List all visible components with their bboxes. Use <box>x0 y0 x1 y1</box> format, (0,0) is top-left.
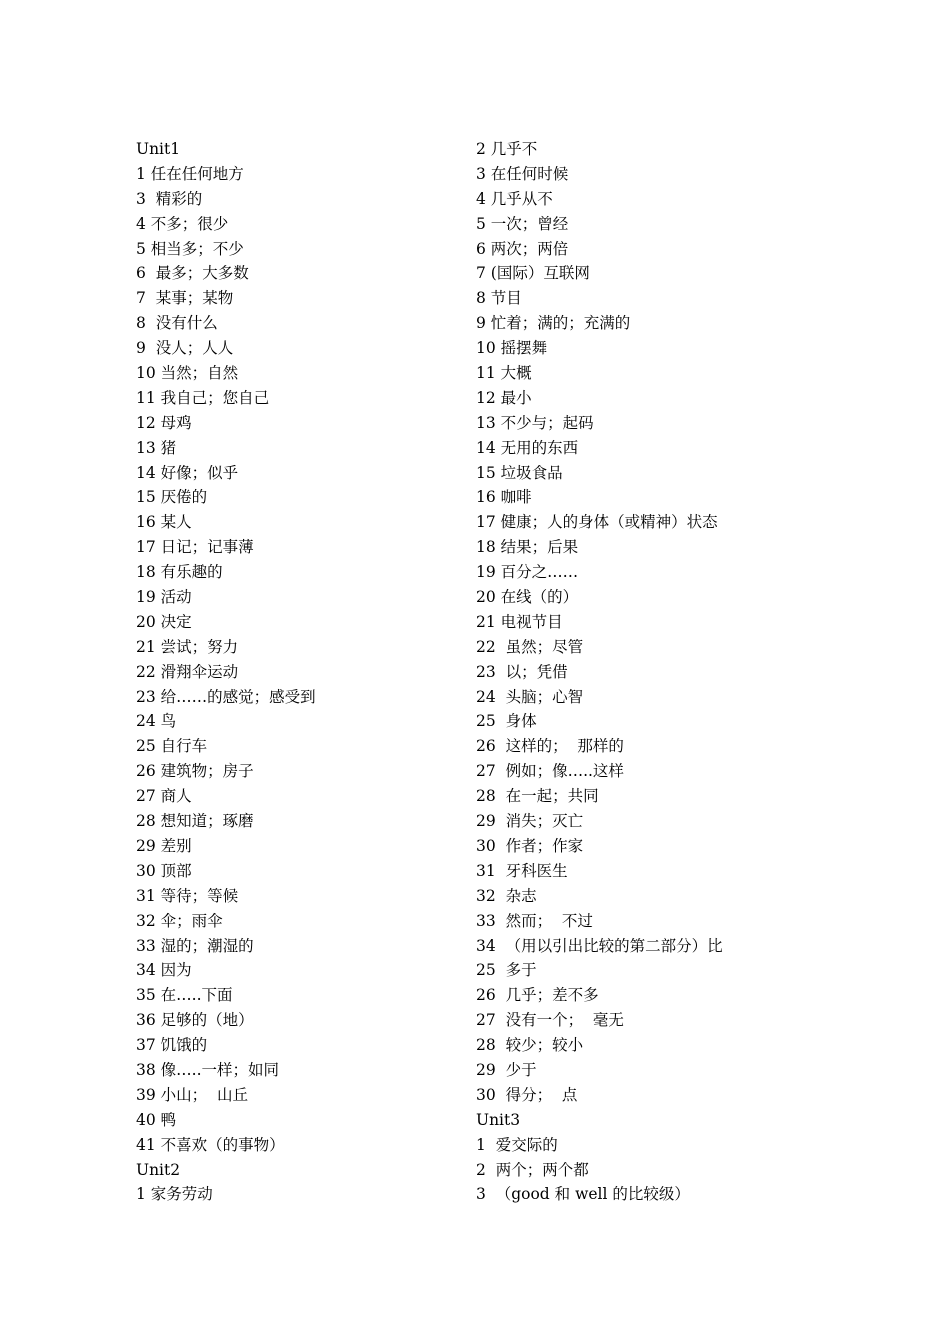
right-vocab-entry: 5 一次；曾经 <box>476 214 569 233</box>
left-vocab-entry: 26 建筑物；房子 <box>136 762 254 781</box>
left-vocab-entry: 3 精彩的 <box>136 189 203 208</box>
left-vocab-entry: 18 有乐趣的 <box>136 563 223 582</box>
right-vocab-entry: 29 消失；灭亡 <box>476 812 584 831</box>
left-vocab-entry: 16 某人 <box>136 513 192 532</box>
left-vocab-entry: 14 好像；似乎 <box>136 463 239 482</box>
right-vocab-entry: 7 (国际）互联网 <box>476 264 590 283</box>
right-vocab-entry: 26 这样的； 那样的 <box>476 737 624 756</box>
unit-heading: Unit3 <box>476 1110 521 1129</box>
right-vocab-entry: 34 （用以引出比较的第二部分）比 <box>476 936 723 955</box>
left-column <box>136 137 466 1207</box>
right-vocab-entry: 26 几乎；差不多 <box>476 986 599 1005</box>
right-vocab-entry: 14 无用的东西 <box>476 438 579 457</box>
right-vocab-entry: 28 较少；较小 <box>476 1036 584 1055</box>
left-vocab-entry: 1 家务劳动 <box>136 1185 213 1204</box>
left-vocab-entry: 32 伞；雨伞 <box>136 911 223 930</box>
right-vocab-entry: 30 作者；作家 <box>476 836 584 855</box>
right-vocab-entry: 27 例如；像…..这样 <box>476 762 624 781</box>
right-vocab-entry: 8 节目 <box>476 289 522 308</box>
left-vocab-entry: 9 没人；人人 <box>136 339 234 358</box>
left-vocab-entry: 28 想知道；琢磨 <box>136 812 254 831</box>
left-vocab-entry: 4 不多；很少 <box>136 214 229 233</box>
right-vocab-entry: 2 几乎不 <box>476 140 538 158</box>
left-vocab-entry: 39 小山； 山丘 <box>136 1085 249 1104</box>
right-vocab-entry: 12 最小 <box>476 388 532 407</box>
right-vocab-entry: 3 在任何时候 <box>476 164 569 183</box>
right-vocab-entry: 19 百分之…… <box>476 563 579 582</box>
left-vocab-entry: 41 不喜欢（的事物） <box>136 1135 285 1154</box>
right-vocab-entry: 23 以；凭借 <box>476 662 568 681</box>
right-vocab-entry: 21 电视节目 <box>476 612 563 631</box>
unit-heading: Unit2 <box>136 1160 181 1179</box>
right-column <box>476 137 856 1207</box>
unit-heading: Unit1 <box>136 140 181 158</box>
right-vocab-entry: 2 两个；两个都 <box>476 1160 589 1179</box>
left-vocab-entry: 40 鸭 <box>136 1110 177 1129</box>
right-vocab-entry: 29 少于 <box>476 1060 537 1079</box>
right-vocab-entry: 16 咖啡 <box>476 488 532 507</box>
right-vocab-entry: 18 结果；后果 <box>476 538 579 557</box>
left-vocab-entry: 13 猪 <box>136 438 177 457</box>
left-vocab-entry: 35 在…..下面 <box>136 986 233 1005</box>
left-vocab-entry: 12 母鸡 <box>136 413 192 432</box>
right-vocab-entry: 25 多于 <box>476 961 537 980</box>
right-vocab-entry: 17 健康；人的身体（或精神）状态 <box>476 513 718 532</box>
right-vocab-entry: 9 忙着；满的；充满的 <box>476 314 631 333</box>
right-vocab-entry: 13 不少与；起码 <box>476 413 594 432</box>
right-vocab-entry: 25 身体 <box>476 712 537 731</box>
right-vocab-entry: 33 然而； 不过 <box>476 911 593 930</box>
right-vocab-entry: 3 （good 和 well 的比较级） <box>476 1185 690 1204</box>
left-vocab-entry: 37 饥饿的 <box>136 1036 208 1055</box>
left-vocab-entry: 17 日记；记事薄 <box>136 538 254 557</box>
left-vocab-entry: 21 尝试；努力 <box>136 637 239 656</box>
left-vocab-entry: 33 湿的；潮湿的 <box>136 936 254 955</box>
right-vocab-entry: 10 摇摆舞 <box>476 339 548 358</box>
right-vocab-entry: 6 两次；两倍 <box>476 239 569 258</box>
left-vocab-entry: 19 活动 <box>136 588 192 607</box>
left-vocab-entry: 34 因为 <box>136 961 192 980</box>
left-vocab-entry: 7 某事；某物 <box>136 289 234 308</box>
left-vocab-entry: 1 任在任何地方 <box>136 164 244 183</box>
left-vocab-entry: 36 足够的（地） <box>136 1011 254 1030</box>
right-vocab-entry: 20 在线（的） <box>476 588 579 607</box>
left-vocab-entry: 11 我自己；您自己 <box>136 388 270 407</box>
right-vocab-entry: 15 垃圾食品 <box>476 463 563 482</box>
left-vocab-entry: 25 自行车 <box>136 737 208 756</box>
left-vocab-entry: 5 相当多；不少 <box>136 239 244 258</box>
right-vocab-entry: 28 在一起；共同 <box>476 787 599 806</box>
left-vocab-entry: 6 最多；大多数 <box>136 264 249 283</box>
right-vocab-entry: 11 大概 <box>476 364 532 383</box>
right-vocab-entry: 31 牙科医生 <box>476 861 568 880</box>
left-vocab-entry: 27 商人 <box>136 787 192 806</box>
left-vocab-entry: 31 等待；等候 <box>136 886 239 905</box>
right-vocab-entry: 30 得分； 点 <box>476 1085 578 1104</box>
right-vocab-entry: 32 杂志 <box>476 886 537 905</box>
left-vocab-entry: 20 决定 <box>136 612 192 631</box>
left-vocab-entry: 24 鸟 <box>136 712 177 731</box>
left-vocab-entry: 23 给……的感觉；感受到 <box>136 687 316 706</box>
right-vocab-entry: 22 虽然；尽管 <box>476 637 584 656</box>
left-vocab-entry: 8 没有什么 <box>136 314 218 333</box>
left-vocab-entry: 38 像…..一样；如同 <box>136 1060 280 1079</box>
left-vocab-entry: 22 滑翔伞运动 <box>136 662 239 681</box>
left-vocab-entry: 30 顶部 <box>136 861 192 880</box>
right-vocab-entry: 4 几乎从不 <box>476 189 553 208</box>
right-vocab-entry: 24 头脑；心智 <box>476 687 584 706</box>
left-vocab-entry: 10 当然；自然 <box>136 364 239 383</box>
right-vocab-entry: 27 没有一个； 毫无 <box>476 1011 624 1030</box>
left-vocab-entry: 15 厌倦的 <box>136 488 208 507</box>
right-vocab-entry: 1 爱交际的 <box>476 1135 558 1154</box>
left-vocab-entry: 29 差别 <box>136 836 192 855</box>
